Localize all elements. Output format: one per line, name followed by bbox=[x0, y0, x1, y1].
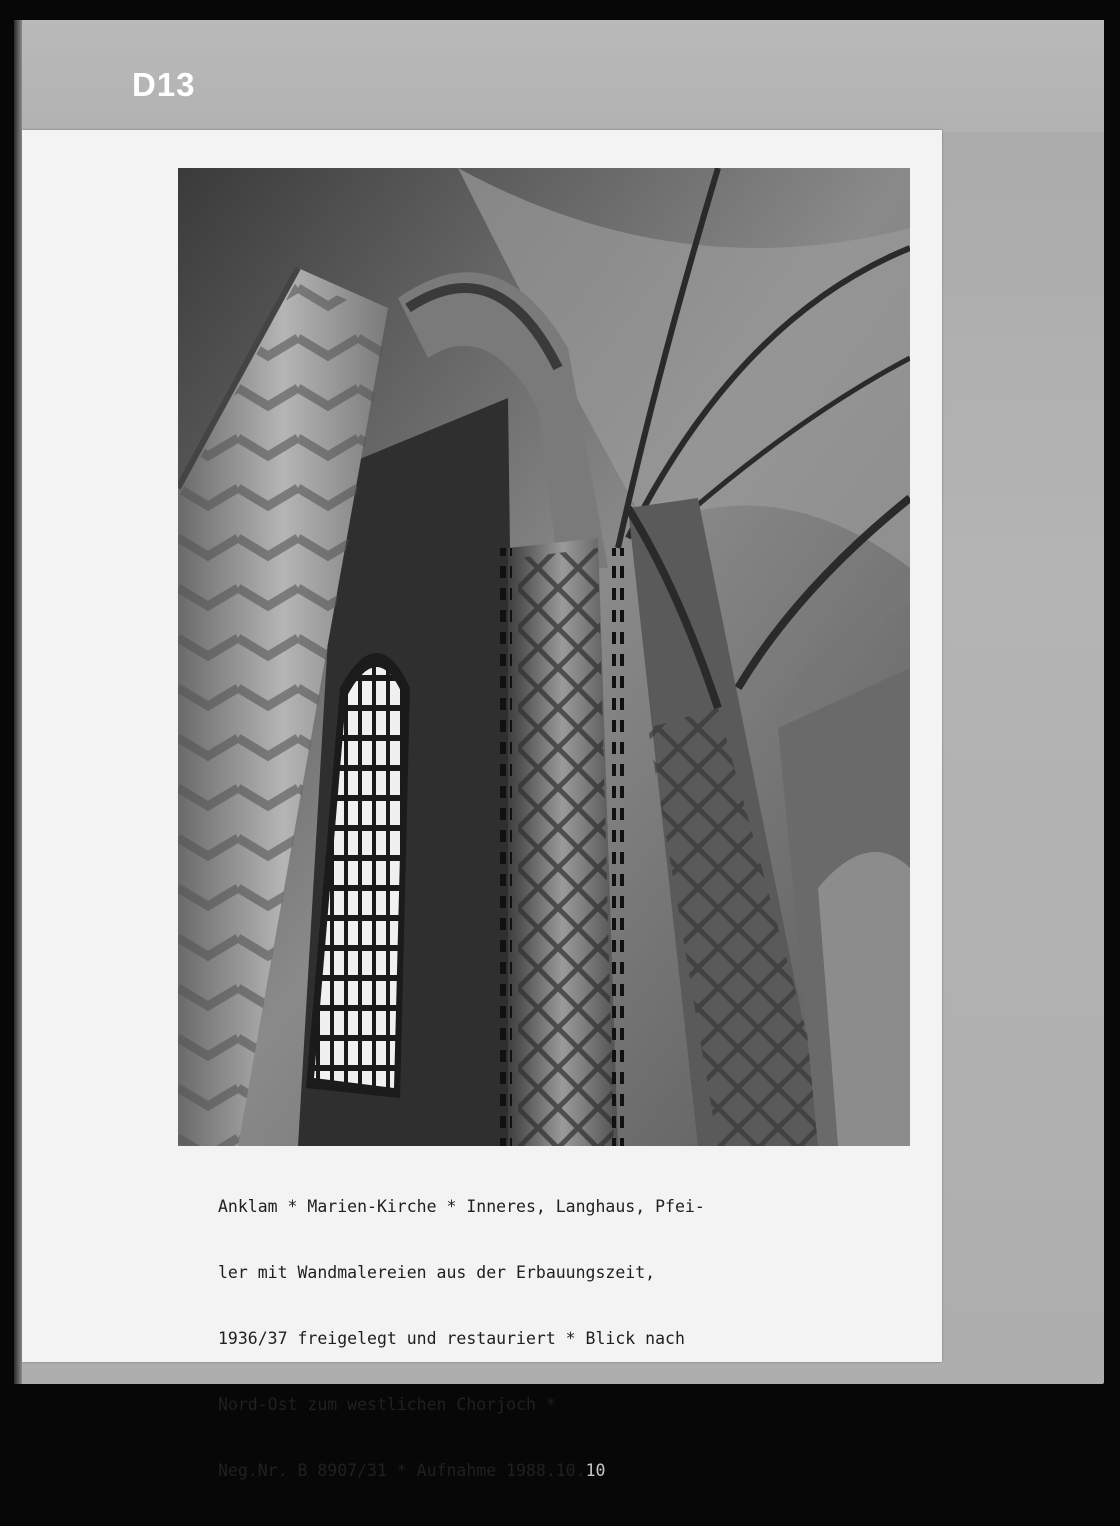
church-interior-photo bbox=[178, 168, 910, 1146]
caption-line bbox=[218, 1460, 705, 1482]
caption-negative-number: Neg.Nr. B 8907/31 * Aufnahme 1988.10. bbox=[218, 1461, 586, 1480]
caption-line: Nord-Ost zum westlichen Chorjoch * bbox=[218, 1395, 556, 1414]
caption-faint-digits: 10 bbox=[585, 1461, 606, 1480]
caption-line: 1936/37 freigelegt und restauriert * Blick nach bbox=[218, 1329, 685, 1348]
photo-card bbox=[22, 130, 942, 1480]
caption-line: Anklam * Marien-Kirche * Inneres, Langhaus, Pfei- bbox=[218, 1197, 705, 1216]
church-interior-illustration bbox=[178, 168, 910, 1146]
board-label: D13 bbox=[132, 66, 196, 103]
board-left-edge bbox=[14, 20, 22, 1384]
photo-caption bbox=[218, 1152, 705, 1526]
caption-line: ler mit Wandmalereien aus der Erbauungszeit, bbox=[218, 1263, 656, 1282]
